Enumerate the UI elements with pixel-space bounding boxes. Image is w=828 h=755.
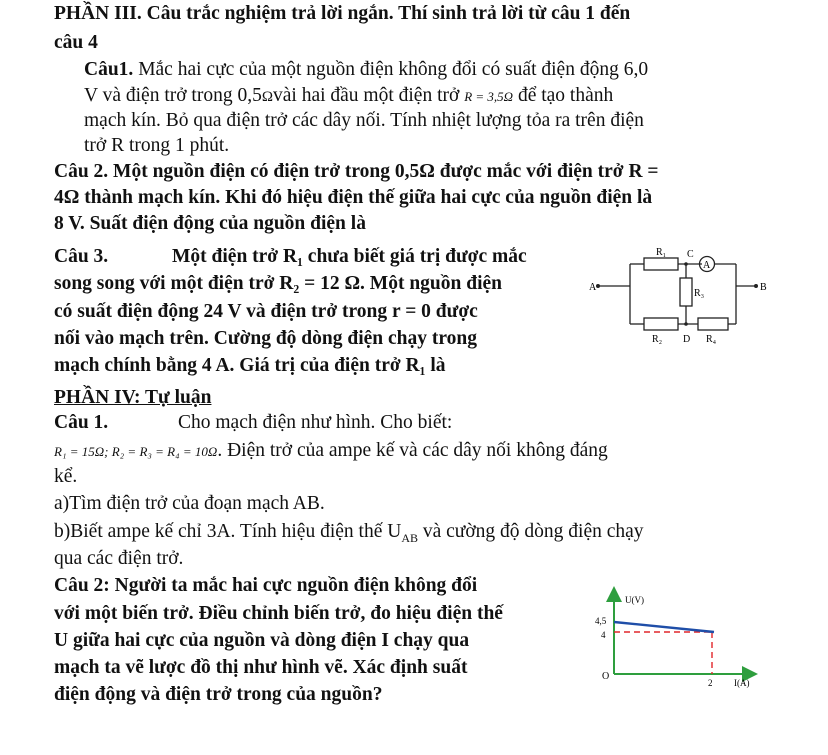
label-c: C: [687, 249, 694, 260]
ohm-symbol: Ω: [261, 89, 273, 105]
q1-math-r: R = 3,5Ω: [464, 89, 514, 104]
q1-line2: [84, 84, 613, 109]
p4-q2-line5: điện động và điện trở trong của nguồn?: [54, 684, 383, 705]
q2-line1: Câu 2. Một nguồn điện có điện trở trong 0,5Ω được mắc với điện trở R =: [54, 161, 659, 182]
p4-q2-line3: U giữa hai cực của nguồn và dòng điện I chạy qua: [54, 630, 470, 651]
part4-heading: PHẦN IV: Tự luận: [54, 387, 212, 408]
p4-q1-line2: [54, 439, 608, 464]
q1-text2c: để tạo thành: [513, 85, 614, 106]
label-a: A: [589, 282, 597, 293]
q1-line4: trở R trong 1 phút.: [84, 135, 230, 156]
p4-q1-text2: . Điện trở của ampe kế và các dây nối không đáng: [217, 440, 608, 461]
label-r3: R₃: [694, 288, 705, 299]
p4-q2-line2: với một biến trở. Điều chỉnh biến trở, đo hiệu điện thế: [54, 603, 503, 624]
q1-line1: [84, 58, 648, 82]
part3-heading-line2: câu 4: [54, 32, 98, 53]
p4-q1-b1-text: b)Biết ampe kế chỉ 3A. Tính hiệu điện thế U: [54, 521, 402, 542]
q1-text1: Mắc hai cực của một nguồn điện không đổi có suất điện động 6,0: [133, 59, 649, 80]
p4-q1-a: a)Tìm điện trở của đoạn mạch AB.: [54, 493, 325, 514]
tick-2: 2: [708, 678, 713, 688]
label-d: D: [683, 334, 691, 345]
q3-line4: nối vào mạch trên. Cường độ dòng điện chạy trong: [54, 328, 478, 349]
q3-line5: mạch chính bằng 4 A. Giá trị của điện trở R₁ là: [54, 355, 446, 376]
uab-subscript: AB: [401, 530, 418, 545]
q3-line3: có suất điện động 24 V và điện trở trong r = 0 được: [54, 301, 478, 322]
q1-text2a: V và điện trở trong 0,5: [84, 85, 262, 106]
p4-q1-label: Câu 1.: [54, 412, 109, 433]
p4-q1-b2: qua các điện trở.: [54, 548, 184, 569]
q2-line3: 8 V. Suất điện động của nguồn điện là: [54, 213, 366, 234]
ammeter-label: A: [703, 260, 711, 271]
label-b: B: [760, 282, 767, 293]
q1-label: Câu1.: [84, 59, 134, 80]
q3-line2: song song với một điện trở R₂ = 12 Ω. Một nguồn điện: [54, 273, 503, 294]
x-axis-label: I(A): [734, 678, 750, 688]
q3-label: Câu 3.: [54, 246, 109, 267]
p4-q1-line3: kể.: [54, 466, 78, 487]
label-r4: R₄: [706, 334, 717, 345]
q3-line1: Một điện trở R₁ chưa biết giá trị được mắc: [172, 246, 527, 267]
circuit-diagram: [588, 246, 778, 346]
p4-q2-line1: Câu 2: Người ta mắc hai cực nguồn điện không đổi: [54, 575, 478, 596]
tick-4-5: 4,5: [595, 616, 607, 626]
origin-label: O: [602, 671, 610, 682]
p4-q1-math: R₁ = 15Ω; R₂ = R₃ = R₄ = 10Ω: [54, 444, 218, 459]
part3-heading-line1: PHẦN III. Câu trắc nghiệm trả lời ngắn. Thí sinh trả lời từ câu 1 đến: [54, 3, 631, 24]
y-axis-label: U(V): [625, 595, 644, 605]
tick-4: 4: [601, 630, 606, 640]
q2-line2: 4Ω thành mạch kín. Khi đó hiệu điện thế giữa hai cực của nguồn điện là: [54, 187, 653, 208]
ui-graph: [592, 586, 762, 696]
q1-text2b: vài hai đầu một điện trở: [273, 85, 465, 106]
p4-q1-b1-text2: và cường độ dòng điện chạy: [417, 521, 644, 542]
p4-q2-line4: mạch ta vẽ lược đồ thị như hình vẽ. Xác định suất: [54, 657, 468, 678]
label-r1: R₁: [656, 247, 667, 258]
label-r2: R₂: [652, 334, 663, 345]
p4-q1-line1: Cho mạch điện như hình. Cho biết:: [178, 412, 453, 433]
q1-line3: mạch kín. Bỏ qua điện trở các dây nối. Tính nhiệt lượng tỏa ra trên điện: [84, 110, 644, 131]
p4-q1-b1: [54, 520, 644, 550]
ui-line: [614, 622, 714, 632]
